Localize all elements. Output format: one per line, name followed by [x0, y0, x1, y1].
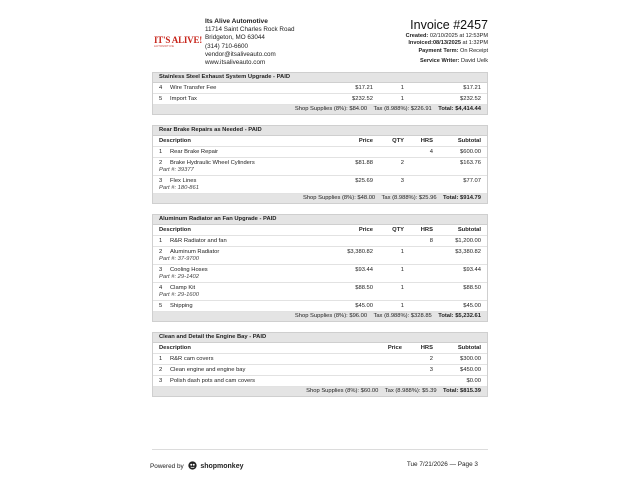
row-subtotal: $600.00 — [460, 149, 481, 155]
row-price: $3,380.82 — [347, 249, 373, 255]
created-line — [406, 33, 488, 40]
row-description: Polish dash pots and cam covers — [170, 378, 256, 384]
header-price: Price — [358, 138, 373, 144]
shop-supplies: Shop Supplies (8%): $60.00 — [306, 388, 379, 394]
block-totals — [153, 387, 487, 396]
total-value: $815.39 — [460, 388, 481, 394]
table-row — [153, 236, 487, 247]
row-part-number: Part #: 180-861 — [159, 185, 199, 191]
table-row — [153, 365, 487, 376]
row-number: 2 — [159, 160, 163, 166]
row-subtotal: $232.52 — [460, 96, 481, 102]
row-hrs: 2 — [429, 356, 433, 362]
shop-phone: (314) 710-6600 — [205, 42, 249, 50]
row-subtotal: $0.00 — [466, 378, 481, 384]
shop-address-line2: Bridgeton, MO 63044 — [205, 34, 265, 42]
block-totals — [153, 312, 487, 321]
service-block — [152, 332, 488, 397]
row-description: Rear Brake Repair — [170, 149, 219, 155]
row-description: Clean engine and engine bay — [170, 367, 246, 373]
shop-supplies: Shop Supplies (8%): $48.00 — [302, 195, 376, 201]
shop-info — [205, 18, 295, 67]
row-number: 1 — [159, 356, 163, 362]
header-price: Price — [387, 345, 402, 351]
writer-label: Service Writer: — [420, 57, 460, 64]
block-title: Stainless Steel Exhaust System Upgrade - PAID — [153, 73, 487, 83]
table-header-row — [153, 136, 487, 147]
row-price: $88.50 — [355, 285, 373, 291]
row-part-number: Part #: 37-9700 — [159, 256, 199, 262]
row-description: Flex Lines — [170, 178, 197, 184]
row-price: $17.21 — [355, 85, 373, 91]
row-description: Aluminum Radiator — [170, 249, 220, 255]
invoice-page — [152, 14, 488, 407]
table-row — [153, 147, 487, 158]
row-number: 5 — [159, 96, 163, 102]
shop-website[interactable]: www.itsaliveauto.com — [205, 59, 266, 67]
row-qty: 2 — [400, 160, 404, 166]
invoiced-time: at 1:32PM — [462, 40, 488, 47]
row-hrs: 8 — [429, 238, 433, 244]
row-subtotal: $450.00 — [460, 367, 481, 373]
row-price: $232.52 — [352, 96, 373, 102]
block-title: Rear Brake Repairs as Needed - PAID — [153, 126, 487, 136]
row-number: 3 — [159, 378, 163, 384]
row-subtotal: $93.44 — [463, 267, 481, 273]
header-description: Description — [159, 345, 191, 351]
row-description: Brake Hydraulic Wheel Cylinders — [170, 160, 255, 166]
table-row — [153, 301, 487, 312]
header-hrs: HRS — [420, 227, 433, 233]
total-label: Total: — [438, 313, 454, 319]
row-qty: 1 — [400, 85, 404, 91]
writer-line — [406, 58, 488, 65]
tax-amount: Tax (8.988%): $328.85 — [373, 313, 432, 319]
row-description: Clamp Kit — [170, 285, 196, 291]
row-number: 1 — [159, 149, 163, 155]
invoice-title: Invoice #2457 — [410, 18, 488, 32]
writer-value: David Uelk — [460, 57, 488, 64]
table-row — [153, 376, 487, 387]
shop-supplies: Shop Supplies (8%): $96.00 — [294, 313, 368, 319]
row-description: Import Tax — [170, 96, 197, 102]
header-subtotal: Subtotal — [457, 345, 481, 351]
table-row — [153, 283, 487, 301]
tax-amount: Tax (8.988%): $5.39 — [384, 388, 437, 394]
header-price: Price — [358, 227, 373, 233]
powered-by — [150, 461, 244, 470]
row-subtotal: $45.00 — [463, 303, 481, 309]
row-qty: 1 — [400, 267, 404, 273]
table-header-row — [153, 225, 487, 236]
brand-name: shopmonkey — [200, 463, 244, 470]
row-qty: 1 — [400, 285, 404, 291]
block-title: Clean and Detail the Engine Bay - PAID — [153, 333, 487, 343]
row-qty: 1 — [400, 96, 404, 102]
invoiced-line — [406, 40, 488, 47]
row-qty: 3 — [400, 178, 404, 184]
row-part-number: Part #: 39377 — [159, 167, 194, 173]
row-number: 4 — [159, 285, 163, 291]
logo-subtext: AUTOMOTIVE — [154, 45, 175, 48]
header-qty: QTY — [392, 138, 404, 144]
service-block — [152, 72, 488, 115]
row-number: 1 — [159, 238, 163, 244]
row-description: Cooling Hoses — [170, 267, 208, 273]
total-value: $5,232.61 — [455, 313, 481, 319]
row-number: 4 — [159, 85, 163, 91]
row-description: Wire Transfer Fee — [170, 85, 217, 91]
shop-address-line1: 11714 Saint Charles Rock Road — [205, 26, 295, 34]
block-title: Aluminum Radiator an Fan Upgrade - PAID — [153, 215, 487, 225]
block-totals — [153, 194, 487, 203]
row-number: 3 — [159, 178, 163, 184]
block-totals — [153, 105, 487, 114]
tax-amount: Tax (8.988%): $25.96 — [381, 195, 437, 201]
payment-label: Payment Term: — [418, 47, 459, 54]
table-row — [153, 354, 487, 365]
row-hrs: 3 — [429, 367, 433, 373]
header-description: Description — [159, 138, 191, 144]
row-price: $45.00 — [355, 303, 373, 309]
table-row — [153, 83, 487, 94]
row-subtotal: $77.07 — [463, 178, 481, 184]
total-label: Total: — [438, 106, 454, 112]
row-price: $93.44 — [355, 267, 373, 273]
payment-value: On Receipt — [460, 47, 488, 54]
row-subtotal: $88.50 — [463, 285, 481, 291]
total-value: $914.79 — [460, 195, 481, 201]
created-label: Created: — [405, 33, 429, 39]
row-subtotal: $300.00 — [460, 356, 481, 362]
logo-text: IT'S ALIVE! — [154, 35, 203, 45]
row-part-number: Part #: 29-1600 — [159, 292, 199, 298]
table-row — [153, 158, 487, 176]
table-row — [153, 176, 487, 194]
header-hrs: HRS — [420, 345, 433, 351]
total-value: $4,414.44 — [455, 106, 481, 112]
invoice-header — [152, 14, 488, 66]
row-part-number: Part #: 29-1402 — [159, 274, 199, 280]
invoice-meta — [406, 18, 488, 65]
row-hrs: 4 — [429, 149, 433, 155]
service-block — [152, 125, 488, 204]
row-description: R&R Radiator and fan — [170, 238, 227, 244]
row-price: $25.69 — [355, 178, 373, 184]
payment-line — [406, 48, 488, 55]
service-block — [152, 214, 488, 322]
row-description: Shipping — [170, 303, 193, 309]
created-value: 02/10/2025 at 12:53PM — [429, 33, 488, 39]
total-label: Total: — [443, 388, 459, 394]
row-number: 2 — [159, 249, 163, 255]
page-info: Tue 7/21/2026 — Page 3 — [406, 461, 478, 468]
shop-email[interactable]: vendor@itsaliveauto.com — [205, 50, 276, 58]
row-description: R&R cam covers — [170, 356, 214, 362]
row-number: 2 — [159, 367, 163, 373]
row-subtotal: $1,200.00 — [455, 238, 481, 244]
row-qty: 1 — [400, 249, 404, 255]
powered-by-label: Powered by — [150, 463, 184, 470]
total-label: Total: — [443, 195, 459, 201]
header-hrs: HRS — [420, 138, 433, 144]
row-price: $81.88 — [355, 160, 373, 166]
row-number: 3 — [159, 267, 163, 273]
header-description: Description — [159, 227, 191, 233]
shopmonkey-logo-icon — [188, 461, 197, 470]
shop-name: Its Alive Automotive — [205, 18, 268, 25]
shop-supplies: Shop Supplies (8%): $84.00 — [294, 106, 368, 112]
tax-amount: Tax (8.988%): $226.91 — [373, 106, 432, 112]
invoiced-label: Invoiced: — [408, 40, 433, 47]
row-number: 5 — [159, 303, 163, 309]
table-row — [153, 265, 487, 283]
shop-logo — [154, 35, 203, 57]
invoiced-date: 08/13/2025 — [432, 40, 461, 47]
table-row — [153, 94, 487, 105]
header-subtotal: Subtotal — [457, 138, 481, 144]
page-footer — [150, 449, 488, 470]
row-subtotal: $3,380.82 — [455, 249, 481, 255]
header-qty: QTY — [392, 227, 404, 233]
table-row — [153, 247, 487, 265]
row-subtotal: $163.76 — [460, 160, 481, 166]
header-subtotal: Subtotal — [457, 227, 481, 233]
row-qty: 1 — [400, 303, 404, 309]
table-header-row — [153, 343, 487, 354]
row-subtotal: $17.21 — [463, 85, 481, 91]
